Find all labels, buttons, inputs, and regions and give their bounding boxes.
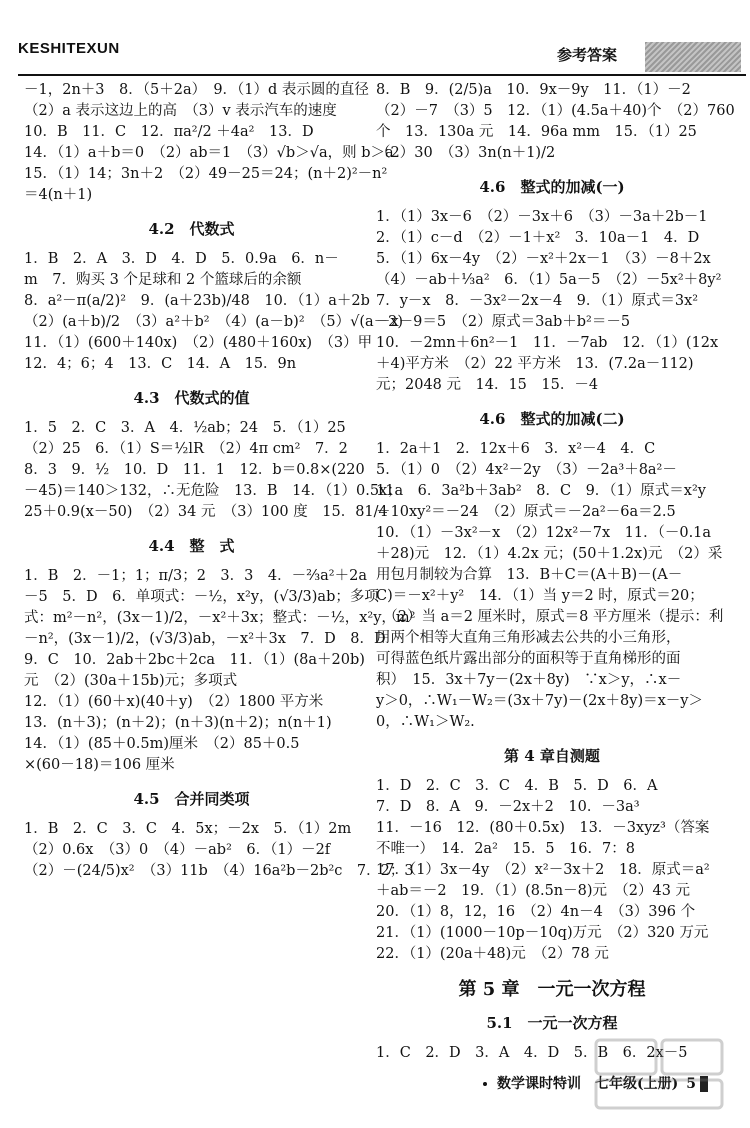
section-heading: 4.6 整式的加减(二): [479, 410, 625, 428]
answer-line: 7．y－x 8．－3x²－2x－4 9．（1）原式＝3x²: [376, 293, 699, 309]
answer-line: （4）－ab＋⅓a² 6．（1）5a－5 （2）－5x²＋8y²: [376, 272, 722, 288]
header-rule: [18, 74, 746, 76]
answer-line: 15．（1）14；3n＋2 （2）49－25＝24；(n＋2)²－n²: [24, 166, 388, 182]
answer-line: 1．D 2．C 3．C 4．B 5．D 6．A: [376, 778, 658, 794]
answer-line: 5．（1）6x－4y （2）－x²＋2x－1 （3）－8＋2x: [376, 251, 711, 267]
answer-line: 17．（1）3x－4y （2）x²－3x＋2 18．原式＝a²: [376, 862, 710, 878]
section-heading: 4.2 代数式: [148, 220, 235, 238]
answer-line: 1．C 2．D 3．A 4．D 5．B 6．2x－5: [376, 1045, 688, 1061]
answer-line: （2）当 a＝2 厘米时，原式＝8 平方厘米（提示：利: [376, 609, 724, 625]
answer-line: 11．（1）(600＋140x) （2）(480＋160x) （3）甲: [24, 335, 373, 351]
answer-line: 13．(n＋3)；(n＋2)；(n＋3)(n＋2)；n(n＋1): [24, 715, 332, 731]
answer-line: C)＝－x²＋y² 14．（1）当 y＝2 时，原式＝20；: [376, 588, 704, 604]
answer-line: （2）－(24/5)x² （3）11b （4）16a²b－2b²c 7．2；3: [24, 863, 414, 879]
answer-line: 1．2a＋1 2．12x＋6 3．x²－4 4．C: [376, 441, 656, 457]
answer-line: （2）－7 （3）5 12．（1）(4.5a＋40)个 （2）760: [376, 103, 735, 119]
answer-line: 11．－16 12．(80＋0.5x) 13．－3xyz³（答案: [376, 820, 710, 836]
answer-line: 12．4；6；4 13．C 14．A 15．9n: [24, 356, 297, 372]
answer-line: 25＋0.9(x－50) （2）34 元 （3）100 度 15．81/4: [24, 504, 388, 520]
answer-line: －n²，(3x－1)/2，(√3/3)ab，－x²＋3x 7．D 8．D: [24, 631, 386, 647]
left-answer-column: [24, 80, 416, 882]
answer-line: （2）(a＋b)/2 （3）a²＋b² （4）(a－b)² （5）√(a－2): [24, 314, 404, 330]
answer-line: ＋4)平方米 （2）22 平方米 13．(7.2a－112): [376, 356, 694, 372]
brand-text: KESHITEXUN: [18, 40, 120, 57]
answer-line: ＋ab＝－2 19．（1）(8.5n－8)元 （2）43 元: [376, 883, 691, 899]
answer-line: 14．（1）(85＋0.5m)厘米 （2）85＋0.5: [24, 736, 300, 752]
answer-line: 1．5 2．C 3．A 4．½ab；24 5．（1）25: [24, 420, 346, 436]
answer-line: 个 13．130a 元 14．96a mm 15．（1）25: [376, 124, 697, 140]
chapter-heading: 第 5 章 一元一次方程: [458, 979, 646, 1000]
answer-line: 9．C 10．2ab＋2bc＋2ca 11．（1）(8a＋20b): [24, 652, 365, 668]
answer-line: 21．（1）(1000－10p－10q)万元 （2）320 万元: [376, 925, 709, 941]
answer-line: －1，2n＋3 8．（5＋2a） 9．（1）d 表示圆的直径: [24, 82, 369, 98]
answer-line: 14．（1）a＋b＝0 （2）ab＝1 （3）√b＞√a，则 b＞a: [24, 145, 394, 161]
answer-line: 8．3 9．½ 10．D 11．1 12．b＝0.8×(220: [24, 462, 365, 478]
answer-line: 0，∴W₁＞W₂.: [376, 714, 475, 730]
answer-line: 1．B 2．C 3．C 4．5x；－2x 5．（1）2m: [24, 821, 352, 837]
answer-line: 20．（1）8，12，16 （2）4n－4 （3）396 个: [376, 904, 696, 920]
answer-line: 10．B 11．C 12．πa²/2 ＋4a² 13．D: [24, 124, 314, 140]
answer-line: 2．（1）c－d （2）－1＋x² 3．10a－1 4．D: [376, 230, 700, 246]
answer-line: （2）0.6x （3）0 （4）－ab² 6．（1）－2f: [24, 842, 331, 858]
page-header: [0, 0, 750, 72]
answer-line: 式：m²－n²，(3x－1)/2，－x²＋3x；整式：－½，x²y，m²: [24, 610, 416, 626]
answer-line: 8．B 9．(2/5)a 10．9x－9y 11．（1）－2: [376, 82, 691, 98]
answer-line: 5．（1）0 （2）4x²－2y （3）－2a³＋8a²－: [376, 462, 677, 478]
answer-line: 积） 15．3x＋7y－(2x＋8y) ∵x＞y，∴x－: [376, 672, 682, 688]
answer-line: 12．（1）(60＋x)(40＋y) （2）1800 平方米: [24, 694, 324, 710]
answer-line: 可得蓝色纸片露出部分的面积等于直角梯形的面: [376, 651, 681, 667]
answer-line: 用包月制较为合算 13．B＋C＝(A＋B)－(A－: [376, 567, 683, 583]
answer-line: －10xy²＝－24 （2）原式＝－2a²－6a＝2.5: [376, 504, 676, 520]
answer-line: －45)＝140＞132，∴无危险 13．B 14．（1）0.5x；: [24, 483, 402, 499]
answer-line: 元 （2）(30a＋15b)元；多项式: [24, 673, 238, 689]
answer-line: －x－9＝5 （2）原式＝3ab＋b²＝－5: [376, 314, 631, 330]
header-title: 参考答案: [557, 46, 618, 64]
answer-line: 11a 6．3a²b＋3ab² 8．C 9．（1）原式＝x²y: [376, 483, 706, 499]
answer-line: 1．B 2．A 3．D 4．D 5．0.9a 6．n－: [24, 251, 339, 267]
watermark-logo: [588, 1034, 738, 1114]
answer-line: （2）a 表示这边上的高 （3）v 表示汽车的速度: [24, 103, 337, 119]
footer-book-title: 数学课时特训 七年级(上册): [497, 1076, 679, 1092]
answer-line: 1．（1）3x－6 （2）－3x＋6 （3）－3a＋2b－1: [376, 209, 708, 225]
answer-line: ×(60－18)＝106 厘米: [24, 757, 175, 773]
answer-line: 不唯一） 14．2a² 15．5 16．7：8: [376, 841, 635, 857]
answer-line: 元；2048 元 14．15 15．－4: [376, 377, 599, 393]
section-heading: 4.5 合并同类项: [133, 790, 250, 808]
answer-line: y＞0，∴W₁－W₂＝(3x＋7y)－(2x＋8y)＝x－y＞: [376, 693, 703, 709]
section-heading: 4.6 整式的加减(一): [479, 178, 625, 196]
answer-line: 10．－2mn＋6n²－1 11．－7ab 12．（1）(12x: [376, 335, 719, 351]
answer-line: －5 5．D 6．单项式：－½，x²y，(√3/3)ab；多项: [24, 589, 379, 605]
answer-line: m 7．购买 3 个足球和 2 个篮球后的余额: [24, 272, 302, 288]
section-heading: 第 4 章自测题: [504, 747, 600, 765]
answer-line: 1．B 2．－1；1；π/3；2 3．3 4．－⅔a²＋2a: [24, 568, 367, 584]
answer-line: （2）30 （3）3n(n＋1)/2: [376, 145, 556, 161]
footer-dot: [483, 1082, 487, 1086]
header-pattern-box: [645, 42, 741, 72]
answer-line: 7．D 8．A 9．－2x＋2 10．－3a³: [376, 799, 640, 815]
answer-line: 10．（1）－3x²－x （2）12x²－7x 11．（－0.1a: [376, 525, 712, 541]
answer-line: （2）25 6．（1）S＝½lR （2）4π cm² 7．2: [24, 441, 348, 457]
answer-line: 22．（1）(20a＋48)元 （2）78 元: [376, 946, 609, 962]
answer-line: ＋28)元 12．（1）4.2x 元；(50＋1.2x)元 （2）采: [376, 546, 723, 562]
answer-line: 8．a²－π(a/2)² 9．(a＋23b)/48 10．（1）a＋2b: [24, 293, 370, 309]
section-heading: 4.3 代数式的值: [133, 389, 250, 407]
right-answer-column: [376, 80, 735, 1064]
section-heading: 4.4 整 式: [148, 537, 235, 555]
page-number: 5: [686, 1076, 696, 1092]
answer-line: 用两个相等大直角三角形减去公共的小三角形，: [376, 630, 681, 646]
section-heading: 5.1 一元一次方程: [486, 1014, 618, 1032]
answer-line: ＝4(n＋1): [24, 187, 93, 203]
